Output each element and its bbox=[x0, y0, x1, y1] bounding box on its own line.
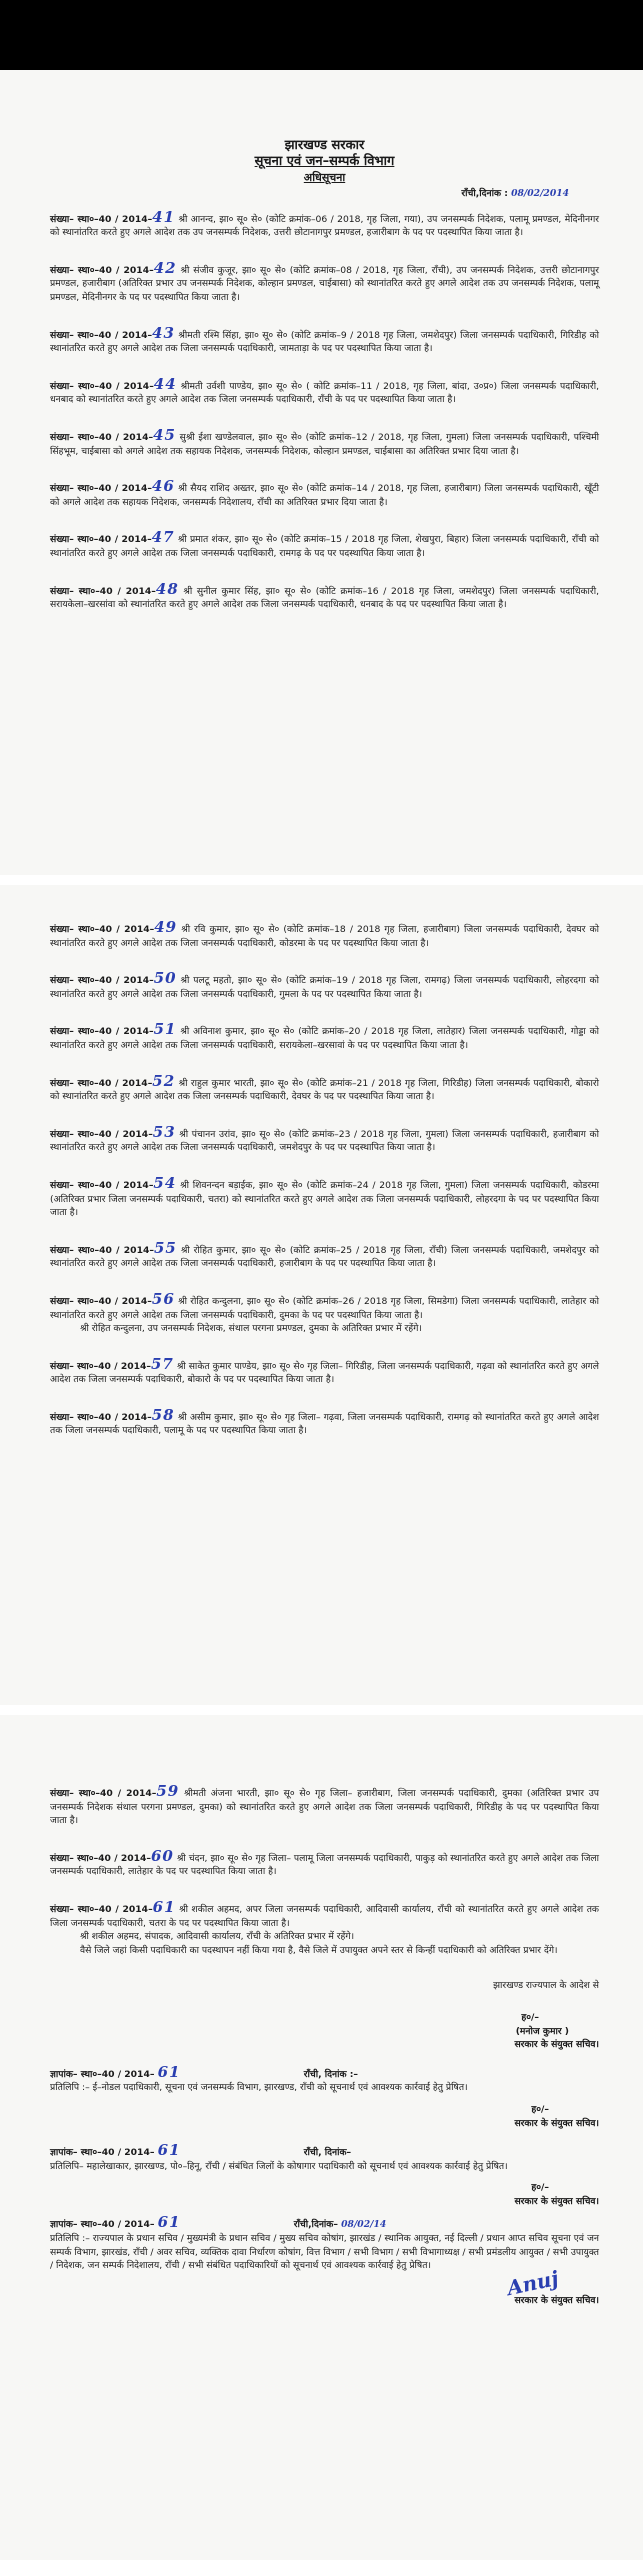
order-ref: संख्या– स्था०–40 / 2014– bbox=[50, 975, 154, 987]
order-ref: संख्या– स्था०–40 / 2014– bbox=[50, 431, 154, 443]
order-text: श्री पंचानन उरांव, झा० सू० से० (कोटि क्रमांक–23 / 2018 गृह जिला, गुमला) जिला जनसम्पर्क पदाधिकारी, हजारीबाग को स्थानांतरित करते हुए अगले आदेश तक जिला जनसम्पर्क पदाधिकारी, जमशेदपुर के पद पर पदस्थापित किया जाता है। bbox=[50, 1128, 599, 1154]
order-paragraph bbox=[50, 1238, 599, 1271]
order-text: श्री असीम कुमार, झा० सू० से० गृह जिला– गढ़वा, जिला जनसम्पर्क पदाधिकारी, रामगढ़ को स्थानांतरित करते हुए अगले आदेश तक जिला जनसम्पर्क पदाधिकारी, पलामू के पद पर पदस्थापित किया जाता है। bbox=[50, 1411, 599, 1437]
order-text: श्री सैयद राशिद अख्तर, झा० सू० से० (कोटि क्रमांक–14 / 2018, गृह जिला, हजारीबाग) जिला जनसम्पर्क पदाधिकारी, खूँटी को अगले आदेश तक सहायक निदेशक, जनसम्पर्क निदेशालय, राँची का अतिरिक्त प्रभार दिया जाता है। bbox=[50, 483, 599, 508]
top-black-bar bbox=[0, 0, 643, 70]
order-ref: संख्या– स्था०–40 / 2014– bbox=[50, 1026, 154, 1038]
memo-2-number-handwritten: 61 bbox=[157, 2141, 181, 2160]
order-text: श्री शकील अहमद, अपर जिला जनसम्पर्क पदाधिकारी, आदिवासी कार्यालय, राँची को स्थानांतरित करते हुए अगले आदेश तक जिला जनसम्पर्क पदाधिकारी, चतरा के पद पर पदस्थापित किया जाता है। bbox=[50, 1903, 599, 1929]
order-paragraph bbox=[50, 969, 599, 1001]
memo-3-ref: ज्ञापांक– स्था०–40 / 2014– bbox=[50, 2219, 155, 2231]
order-text: श्री सुनील कुमार सिंह, झा० सू० से० (कोटि क्रमांक–16 / 2018 गृह जिला, जमशेदपुर) जिला जनसम्पर्क पदाधिकारी, सरायकेला–खरसांवा को स्थानांतरित करते हुए अगले आदेश तक जिला जनसम्पर्क पदाधिकारी, धनबाद के पद पर पदस्थापित किया जाता है। bbox=[50, 585, 599, 611]
order-text: श्री साकेत कुमार पाण्डेय, झा० सू० से० गृह जिला– गिरिडीह, जिला जनसम्पर्क पदाधिकारी, गढ़वा को स्थानांतरित करते हुए अगले आदेश तक जिला जनसम्पर्क पदाधिकारी, बोकारो के पद पर पदस्थापित किया जाता है। bbox=[50, 1360, 599, 1386]
signatory-designation-4: सरकार के संयुक्त सचिव। bbox=[514, 2295, 599, 2307]
order-paragraph bbox=[50, 425, 599, 458]
order-ref: संख्या– स्था०–40 / 2014– bbox=[50, 924, 155, 935]
order-text: श्री पलटू महतो, झा० सू० से० (कोटि क्रमांक–19 / 2018 गृह जिला, रामगढ़) जिला जनसम्पर्क पदाधिकारी, लोहरदगा को स्थानांतरित करते हुए अगले आदेश तक जिला जनसम्पर्क पदाधिकारी, गुमला के पद पर पदस्थापित किया जाता है। bbox=[50, 975, 599, 1000]
order-ref: संख्या– स्था०–40 / 2014– bbox=[50, 1360, 151, 1372]
order-paragraph bbox=[50, 1071, 600, 1104]
memo-2-ref: ज्ञापांक– स्था०–40 / 2014– bbox=[50, 2147, 155, 2159]
order-text: श्रीमती अंजना भारती, झा० सू० से० गृह जिला– हजारीबाग, जिला जनसम्पर्क पदाधिकारी, दुमका (अतिरिक्त प्रभार उप जनसम्पर्क निदेशक संथाल परगना प्रमण्डल, दुमका) को स्थानांतरित करते हुए अगले आदेश तक जिला जनसम्पर्क पदाधिकारी, गिरिडीह के पद पर पदस्थापित किया जाता है। bbox=[50, 1788, 600, 1827]
order-ref: संख्या– स्था०–40 / 2014– bbox=[50, 1244, 154, 1256]
order-paragraph bbox=[50, 528, 599, 560]
order-text: श्री आनन्द, झा० सू० से० (कोटि क्रमांक–06 / 2018, गृह जिला, गया), उप जनसम्पर्क निदेशक, पलामू प्रमण्डल, मेदिनीनगर को स्थानांतरित करते हुए अगले आदेश तक उप जनसम्पर्क निदेशक, उत्तरी छोटानागपुर प्रमण्डल, हजारीबाग के पद पर पदस्थापित किया जाता है। bbox=[50, 213, 600, 239]
order-number-handwritten: 41 bbox=[152, 207, 176, 226]
order-number-handwritten: 51 bbox=[153, 1020, 177, 1039]
order-paragraph bbox=[50, 1354, 599, 1387]
order-number-handwritten: 44 bbox=[153, 374, 177, 393]
order-ref: संख्या– स्था०–40 / 2014– bbox=[50, 1179, 154, 1191]
order-number-handwritten: 56 bbox=[151, 1289, 175, 1308]
order-paragraph bbox=[50, 1020, 600, 1052]
order-number-handwritten: 61 bbox=[152, 1897, 176, 1916]
order-ref: संख्या– स्था०–40 / 2014– bbox=[50, 329, 153, 341]
memo-3-number-handwritten: 61 bbox=[157, 2213, 181, 2232]
memo-2-date-label: राँची, दिनांक– bbox=[303, 2147, 352, 2159]
memo-2-header bbox=[50, 2141, 599, 2160]
order-text: श्री चंदन, झा० सू० से० गृह जिला– पलामू जिला जनसम्पर्क पदाधिकारी, पाकुड़ को स्थानांतरित करते हुए अगले आदेश तक जिला जनसम्पर्क पदाधिकारी, लातेहार के पद पर पदस्थापित किया जाता है। bbox=[50, 1852, 599, 1878]
signature-scribble: Anuj bbox=[505, 2265, 561, 2300]
order-ref: संख्या– स्था०–40 / 2014– bbox=[50, 1295, 152, 1307]
notification-title: अधिसूचना bbox=[303, 171, 346, 184]
signatory-designation-2: सरकार के संयुक्त सचिव। bbox=[514, 2117, 599, 2129]
order-text: श्री राहुल कुमार भारती, झा० सू० से० (कोटि क्रमांक–21 / 2018 गृह जिला, गिरिडीह) जिला जनसम्पर्क पदाधिकारी, बोकारो को स्थानांतरित करते हुए अगले आदेश तक जिला जनसम्पर्क पदाधिकारी, देवघर के पद पर पदस्थापित किया जाता है। bbox=[50, 1077, 600, 1103]
order-text: श्रीमती उर्वशी पाण्डेय, झा० सू० से० ( कोटि क्रमांक–11 / 2018, गृह जिला, बांदा, उ०प्र०) जिला जनसम्पर्क पदाधिकारी, धनबाद को स्थानांतरित करते हुए अगले आदेश तक जिला जनसम्पर्क पदाधिकारी, राँची के पद पर पदस्थापित किया जाता है। bbox=[50, 380, 599, 406]
memo-3-date-label: राँची,दिनांक– bbox=[293, 2219, 338, 2231]
document-page-3 bbox=[0, 1715, 643, 2560]
order-ref: संख्या– स्था०–40 / 2014– bbox=[50, 213, 153, 225]
order-ref: संख्या– स्था०–40 / 2014– bbox=[50, 1411, 152, 1423]
order-ref: संख्या– स्था०–40 / 2014– bbox=[50, 1077, 153, 1089]
document-page-1 bbox=[0, 70, 643, 875]
letterhead bbox=[50, 70, 599, 185]
order-paragraph bbox=[50, 477, 599, 509]
order-paragraph bbox=[50, 323, 600, 356]
order-text: सुश्री ईशा खण्डेलवाल, झा० सू० से० (कोटि क्रमांक–12 / 2018, गृह जिला, गुमला) जिला जनसम्पर्क पदाधिकारी, पश्चिमी सिंहभूम, चाईबासा को अगले आदेश तक सहायक निदेशक, जनसम्पर्क निदेशक, कोल्हान प्रमण्डल, चाईबासा का अतिरिक्त प्रभार दिया जाता है। bbox=[50, 431, 599, 457]
order-number-handwritten: 54 bbox=[153, 1173, 177, 1192]
order-number-handwritten: 46 bbox=[151, 477, 175, 496]
memo-1-number-handwritten: 61 bbox=[157, 2062, 181, 2081]
order-number-handwritten: 42 bbox=[153, 258, 177, 277]
document-page-2 bbox=[0, 885, 643, 1705]
order-paragraph bbox=[50, 374, 599, 407]
order-text: श्री शिवनन्दन बड़ाईक, झा० सू० से० (कोटि क्रमांक–24 / 2018 गृह जिला, गुमला) जिला जनसम्पर्क पदाधिकारी, कोडरमा (अतिरिक्त प्रभार जिला जनसम्पर्क पदाधिकारी, चतरा) को स्थानांतरित करते हुए अगले आदेश तक जिला जनसम्पर्क पदाधिकारी, लोहरदगा के पद पर पदस्थापित किया जाता है। bbox=[50, 1179, 599, 1219]
memo-1-date-label: राँची, दिनांक :– bbox=[303, 2068, 359, 2080]
memo-1-ref: ज्ञापांक– स्था०–40 / 2014– bbox=[50, 2068, 155, 2080]
order-list-page-1 bbox=[50, 207, 600, 612]
page-separator bbox=[0, 1705, 643, 1715]
order-text: श्री रोहित कन्दुलना, झा० सू० से० (कोटि क्रमांक–26 / 2018 गृह जिला, सिमडेगा) जिला जनसम्पर्क पदाधिकारी, लातेहार को स्थानांतरित करते हुए अगले आदेश तक जिला जनसम्पर्क पदाधिकारी, दुमका के पद पर पदस्थापित किया जाता है। bbox=[50, 1295, 599, 1321]
order-number-handwritten: 59 bbox=[156, 1782, 180, 1800]
order-text: श्री प्रमात शंकर, झा० सू० से० (कोटि क्रमांक–15 / 2018 गृह जिला, शेखपुरा, बिहार) जिला जनसम्पर्क पदाधिकारी, राँची को स्थानांतरित करते हुए अगले आदेश तक जिला जनसम्पर्क पदाधिकारी, रामगढ़ के पद पर पदस्थापित किया जाता है। bbox=[50, 534, 599, 559]
order-text: श्री संजीव कुजूर, झा० सू० से० (कोटि क्रमांक–08 / 2018, गृह जिला, राँची), उप जनसम्पर्क निदेशक, उत्तरी छोटानागपुर प्रमण्डल, हजारीबाग (अतिरिक्त प्रभार उप जनसम्पर्क निदेशक, कोल्हान प्रमण्डल, चाईबासा) को स्थानांतरित करते हुए अगले आदेश तक उप जनसम्पर्क निदेशक, पलामू प्रमण्डल, मेदिनीनगर के पद पर पदस्थापित किया जाता है। bbox=[50, 264, 600, 303]
memo-3-text: प्रतिलिपि :– राज्यपाल के प्रधान सचिव / मुख्यमंत्री के प्रधान सचिव / मुख्य सचिव कोषांग, झारखंड / स्थानिक आयुक्त, नई दिल्ली / प्रधान आप्त सचिव सूचना एवं जन सम्पर्क विभाग, झारखंड, राँची / अवर सचिव, व्यक्तिक दावा निर्धारण कोषांग, वित्त विभाग / सभी विभाग / सभी विभागाध्यक्ष / सभी प्रमंडलीय आयुक्त / सभी उपायुक्त / निदेशक, जन सम्पर्क निदेशालय, राँची / सभी संबंधित पदाधिकारियों को सूचनार्थ एवं आवश्यक कार्रवाई हेतु प्रेषित। bbox=[50, 2233, 599, 2272]
signatory-designation-1: सरकार के संयुक्त सचिव। bbox=[514, 2039, 599, 2051]
order-ref: संख्या– स्था०–40 / 2014– bbox=[50, 585, 156, 597]
signatory-designation-3: सरकार के संयुक्त सचिव। bbox=[514, 2195, 599, 2207]
order-additional-charge: श्री रोहित कन्दुलना, उप जनसम्पर्क निदेशक, संथाल परगना प्रमण्डल, दुमका के अतिरिक्त प्रभार में रहेंगे। bbox=[80, 1323, 422, 1335]
order-text: श्री रवि कुमार, झा० सू० से० (कोटि क्रमांक–18 / 2018 गृह जिला, हजारीबाग) जिला जनसम्पर्क पदाधिकारी, देवघर को स्थानांतरित करते हुए अगले आदेश तक जिला जनसम्पर्क पदाधिकारी, कोडरमा के पद पर पदस्थापित किया जाता है। bbox=[50, 924, 600, 949]
sd-mark-1: ह०/– bbox=[521, 2011, 539, 2023]
order-number-handwritten: 43 bbox=[152, 323, 175, 342]
order-text: श्री अविनाश कुमार, झा० सू० से० (कोटि क्रमांक–20 / 2018 गृह जिला, लातेहार) जिला जनसम्पर्क पदाधिकारी, गोड्डा को स्थानांतरित करते हुए अगले आदेश तक जिला जनसम्पर्क पदाधिकारी, सरायकेला–खरसावां के पद पर पदस्थापित किया जाता है। bbox=[50, 1026, 600, 1051]
order-number-handwritten: 55 bbox=[153, 1238, 177, 1257]
order-ref: संख्या– स्था०–40 / 2014– bbox=[50, 1852, 151, 1864]
memo-2-text: प्रतिलिपि– महालेखाकार, झारखण्ड, पो०–हिनू, राँची / संबंधित जिलों के कोषागार पदाधिकारी को सूचनार्थ एवं आवश्यक कार्रवाई हेतु प्रेषित। bbox=[50, 2160, 508, 2172]
order-number-handwritten: 58 bbox=[151, 1405, 175, 1424]
order-paragraph bbox=[50, 918, 600, 950]
order-paragraph bbox=[50, 1173, 599, 1220]
page-separator bbox=[0, 875, 643, 885]
order-paragraph bbox=[50, 1846, 599, 1879]
order-note: वैसे जिले जहां किसी पदाधिकारी का पदस्थापन नहीं किया गया है, वैसे जिले में उपायुक्त अपने स्तर से किन्हीं पदाधिकारी को अतिरिक्त प्रभार देंगे। bbox=[80, 1944, 558, 1956]
order-number-handwritten: 49 bbox=[154, 918, 178, 936]
order-list-page-2 bbox=[50, 918, 600, 1438]
order-additional-charge: श्री शकील अहमद, संपादक, आदिवासी कार्यालय, राँची के अतिरिक्त प्रभार में रहेंगे। bbox=[80, 1931, 355, 1943]
order-number-handwritten: 60 bbox=[151, 1846, 174, 1865]
memo-1-text: प्रतिलिपि :– ई–नोडल पदाधिकारी, सूचना एवं जनसम्पर्क विभाग, झारखण्ड, राँची को सूचनार्थ एवं आवश्यक कार्रवाई हेतु प्रेषित। bbox=[50, 2082, 468, 2094]
signature-handwritten bbox=[50, 2265, 599, 2300]
order-text: श्री रोहित कुमार, झा० सू० से० (कोटि क्रमांक–25 / 2018 गृह जिला, राँची) जिला जनसम्पर्क पदाधिकारी, जमशेदपुर को स्थानांतरित करते हुए अगले आदेश तक जिला जनसम्पर्क पदाधिकारी, हजारीबाग के पद पर पदस्थापित किया जाता है। bbox=[50, 1244, 599, 1270]
order-number-handwritten: 52 bbox=[152, 1071, 176, 1090]
order-ref: संख्या– स्था०–40 / 2014– bbox=[50, 1788, 157, 1799]
order-paragraph bbox=[50, 579, 599, 612]
sd-mark-3: ह०/– bbox=[531, 2182, 549, 2194]
order-ref: संख्या– स्था०–40 / 2014– bbox=[50, 1128, 153, 1140]
order-number-handwritten: 47 bbox=[151, 528, 175, 547]
governor-order-line: झारखण्ड राज्यपाल के आदेश से bbox=[493, 1980, 599, 1992]
order-paragraph bbox=[50, 1782, 600, 1828]
order-ref: संख्या– स्था०–40 / 2014– bbox=[50, 483, 152, 495]
order-ref: संख्या– स्था०–40 / 2014– bbox=[50, 1903, 153, 1915]
order-text: श्रीमती रश्मि सिंहा, झा० सू० से० (कोटि क्रमांक–9 / 2018 गृह जिला, जमशेदपुर) जिला जनसम्पर्क पदाधिकारी, गिरिडीह को स्थानांतरित करते हुए अगले आदेश तक जिला जनसम्पर्क पदाधिकारी, जामताड़ा के पद पर पदस्थापित किया जाता है। bbox=[50, 329, 600, 355]
order-paragraph bbox=[50, 1405, 599, 1438]
order-paragraph bbox=[50, 1289, 599, 1336]
order-number-handwritten: 45 bbox=[153, 425, 176, 444]
issue-date bbox=[50, 187, 599, 201]
order-list-page-3 bbox=[50, 1782, 600, 1957]
department-name: सूचना एवं जन–सम्पर्क विभाग bbox=[254, 154, 395, 169]
order-paragraph bbox=[50, 258, 600, 305]
order-ref: संख्या– स्था०–40 / 2014– bbox=[50, 380, 154, 392]
order-paragraph bbox=[50, 207, 600, 240]
order-number-handwritten: 50 bbox=[153, 969, 177, 988]
order-ref: संख्या– स्था०–40 / 2014– bbox=[50, 534, 152, 546]
government-name: झारखण्ड सरकार bbox=[284, 138, 365, 153]
order-number-handwritten: 53 bbox=[152, 1122, 176, 1141]
signatory-name: (मनोज कुमार ) bbox=[515, 2025, 569, 2037]
memo-3-header bbox=[50, 2213, 599, 2232]
date-value-handwritten: 08/02/2014 bbox=[511, 188, 569, 199]
order-number-handwritten: 57 bbox=[151, 1354, 174, 1373]
order-number-handwritten: 48 bbox=[155, 579, 179, 598]
memo-3-date-handwritten: 08/02/14 bbox=[341, 2219, 387, 2231]
sd-mark-2: ह०/– bbox=[531, 2103, 549, 2115]
order-ref: संख्या– स्था०–40 / 2014– bbox=[50, 264, 154, 276]
order-paragraph bbox=[50, 1897, 599, 1957]
memo-1-header bbox=[50, 2062, 599, 2082]
order-paragraph bbox=[50, 1122, 599, 1155]
date-label: राँची,दिनांक : bbox=[461, 188, 508, 199]
